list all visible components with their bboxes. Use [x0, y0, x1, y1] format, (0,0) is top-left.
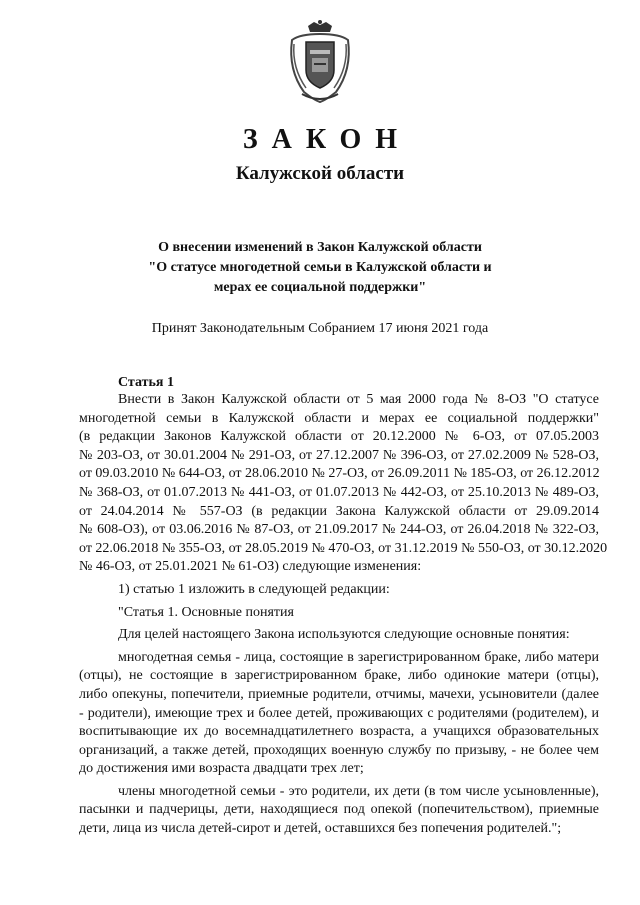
document-title: ЗАКОН	[242, 124, 412, 155]
body-line: Для целей настоящего Закона используются следующие основные понятия:	[118, 627, 570, 643]
body-line: либо опекуны, попечители, приемные родители, отчимы, мачехи, усыновители (далее	[79, 686, 599, 702]
body-line: Внести в Закон Калужской области от 5 мая 2000 года № 8-ОЗ "О статусе	[118, 392, 599, 407]
body-line: от 09.03.2010 № 644-ОЗ, от 28.06.2010 № 27-ОЗ, от 26.09.2011 № 185-ОЗ, от 26.12.2012	[79, 466, 600, 482]
body-line: № 608-ОЗ), от 03.06.2016 № 87-ОЗ, от 21.09.2017 № 244-ОЗ, от 26.04.2018 № 322-ОЗ,	[79, 522, 599, 538]
body-line: до достижения ими возраста двадцати трех лет;	[79, 761, 364, 777]
body-line: дети, лица из числа детей-сирот и детей, оставшихся без попечения родителей.";	[79, 821, 562, 837]
body-line: № 203-ОЗ, от 30.01.2004 № 291-ОЗ, от 27.12.2007 № 396-ОЗ, от 27.02.2009 № 528-ОЗ,	[79, 447, 599, 463]
body-line: № 46-ОЗ, от 25.01.2021 № 61-ОЗ) следующие изменения:	[79, 559, 422, 575]
body-line: № 368-ОЗ, от 01.07.2013 № 441-ОЗ, от 01.07.2013 № 442-ОЗ, от 25.10.2013 № 489-ОЗ,	[79, 484, 599, 500]
body-line: от 22.06.2018 № 355-ОЗ, от 28.05.2019 № 470-ОЗ, от 31.12.2019 № 550-ОЗ, от 30.12.2020	[79, 540, 608, 556]
body-line: от 24.04.2014 № 557-ОЗ (в редакции Закона Калужской области от 29.09.2014	[79, 503, 599, 519]
body-line: многодетная семья - лица, состоящие в зарегистрированном браке, либо матери	[118, 649, 599, 665]
article-title: Статья 1	[118, 375, 174, 390]
heading-line: мерах ее социальной поддержки"	[213, 280, 427, 295]
body-line: "Статья 1. Основные понятия	[118, 604, 294, 620]
body-line: организаций, а также детей, проходящих военную службу по призыву, - не более чем	[79, 742, 599, 758]
body-line: (в редакции Законов Калужской области от 20.12.2000 № 6-ОЗ, от 07.05.2003	[79, 429, 599, 445]
coat-of-arms-emblem	[284, 20, 356, 104]
body-line: - родители), имеющие трех и более детей, проживающих с родителями (родителем), и	[79, 705, 599, 721]
heading-line: О внесении изменений в Закон Калужской области	[158, 240, 482, 255]
heading-line: "О статусе многодетной семьи в Калужской области и	[148, 260, 492, 275]
body-line: воспитывающие их до восемнадцатилетнего возраста, а учащихся образовательных	[79, 724, 599, 740]
article-body	[79, 391, 608, 839]
law-heading	[0, 238, 640, 298]
body-line: 1) статью 1 изложить в следующей редакции:	[118, 581, 390, 597]
body-line: члены многодетной семьи - это родители, их дети (в том числе усыновленные),	[118, 783, 599, 799]
body-line: многодетной семьи в Калужской области и мерах ее социальной поддержки"	[79, 410, 599, 426]
body-line: (отцы), не состоящие в зарегистрированном браке, либо одинокие матери (отцы),	[79, 668, 599, 684]
adoption-statement: Принят Законодательным Собранием 17 июня 2021 года	[151, 321, 489, 336]
body-line: пасынки и падчерицы, дети, находящиеся под опекой (попечительством), приемные	[79, 802, 599, 818]
document-region: Калужской области	[235, 163, 405, 184]
